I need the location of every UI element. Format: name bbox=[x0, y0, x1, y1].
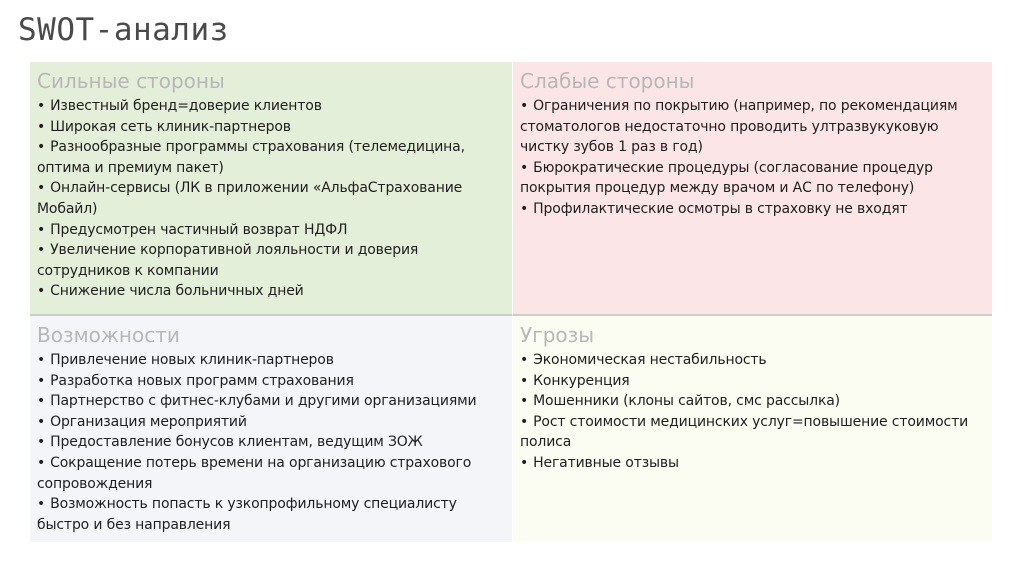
bullet-glyph: • bbox=[520, 352, 529, 368]
list-item-text: Рост стоимости медицинских услуг=повышение стоимости полиса bbox=[520, 413, 969, 451]
threats-list bbox=[520, 350, 984, 474]
list-item-text: Организация мероприятий bbox=[50, 413, 247, 430]
list-item bbox=[520, 371, 984, 392]
weaknesses-list bbox=[520, 96, 984, 220]
strengths-heading: Сильные стороны bbox=[37, 69, 225, 93]
list-item bbox=[37, 240, 504, 281]
list-item-text: Бюрократические процедуры (согласование процедур покрытия процедур между врачом и АС по телефону) bbox=[520, 159, 933, 197]
bullet-glyph: • bbox=[520, 200, 529, 217]
list-item bbox=[37, 494, 504, 535]
list-item bbox=[520, 96, 984, 158]
strengths-list bbox=[37, 96, 504, 302]
list-item bbox=[37, 178, 504, 219]
opportunities-heading: Возможности bbox=[37, 323, 180, 347]
list-item bbox=[37, 391, 504, 412]
bullet-glyph: • bbox=[37, 242, 46, 259]
bullet-glyph: • bbox=[37, 221, 46, 238]
list-item-text: Негативные отзывы bbox=[533, 454, 679, 471]
bullet-glyph: • bbox=[37, 496, 46, 513]
list-item-text: Мошенники (клоны сайтов, смс рассылка) bbox=[533, 393, 840, 410]
bullet-glyph: • bbox=[520, 159, 529, 176]
bullet-glyph: • bbox=[37, 413, 46, 430]
list-item-text: Известный бренд=доверие клиентов bbox=[50, 98, 322, 114]
bullet-glyph: • bbox=[37, 139, 46, 156]
list-item-text: Сокращение потерь времени на организацию страхового сопровождения bbox=[37, 454, 472, 492]
bullet-glyph: • bbox=[37, 118, 46, 135]
list-item-text: Снижение числа больничных дней bbox=[50, 283, 304, 300]
list-item bbox=[37, 453, 504, 494]
bullet-glyph: • bbox=[520, 98, 529, 114]
list-item-text: Предусмотрен частичный возврат НДФЛ bbox=[50, 221, 348, 238]
strengths-cell bbox=[30, 62, 512, 316]
list-item-text: Увеличение корпоративной лояльности и доверия сотрудников к компании bbox=[37, 242, 419, 279]
bullet-glyph: • bbox=[520, 413, 529, 430]
list-item bbox=[37, 412, 504, 433]
bullet-glyph: • bbox=[37, 434, 46, 451]
list-item bbox=[37, 432, 504, 453]
list-item-text: Профилактические осмотры в страховку не входят bbox=[533, 200, 908, 217]
list-item-text: Широкая сеть клиник-партнеров bbox=[50, 118, 291, 135]
list-item-text: Онлайн-сервисы (ЛК в приложении «АльфаСтрахование Мобайл) bbox=[37, 180, 463, 217]
threats-cell bbox=[512, 316, 992, 542]
page-title: SWOT-анализ bbox=[18, 12, 229, 48]
list-item-text: Конкуренция bbox=[533, 372, 630, 389]
weaknesses-cell bbox=[512, 62, 992, 316]
list-item bbox=[37, 137, 504, 178]
bullet-glyph: • bbox=[520, 393, 529, 410]
list-item-text: Ограничения по покрытию (например, по рекомендациям стоматологов недостаточно проводить ултразвукуковую чистку зубов 1 раз в год) bbox=[520, 98, 958, 156]
list-item bbox=[37, 117, 504, 138]
weaknesses-heading: Слабые стороны bbox=[520, 69, 695, 93]
bullet-glyph: • bbox=[37, 454, 46, 471]
bullet-glyph: • bbox=[520, 454, 529, 471]
list-item bbox=[520, 391, 984, 412]
list-item-text: Привлечение новых клиник-партнеров bbox=[50, 352, 334, 368]
list-item bbox=[37, 96, 504, 117]
list-item-text: Экономическая нестабильность bbox=[533, 352, 767, 368]
list-item-text: Разработка новых программ страхования bbox=[50, 372, 354, 389]
list-item bbox=[520, 199, 984, 220]
list-item-text: Возможность попасть к узкопрофильному специалисту быстро и без направления bbox=[37, 496, 457, 533]
list-item-text: Разнообразные программы страхования (телемедицина, оптима и премиум пакет) bbox=[37, 139, 465, 176]
list-item bbox=[520, 350, 984, 371]
list-item bbox=[520, 158, 984, 199]
bullet-glyph: • bbox=[37, 372, 46, 389]
opportunities-cell bbox=[30, 316, 512, 542]
opportunities-list bbox=[37, 350, 504, 535]
bullet-glyph: • bbox=[37, 283, 46, 300]
list-item bbox=[37, 371, 504, 392]
bullet-glyph: • bbox=[37, 352, 46, 368]
bullet-glyph: • bbox=[37, 393, 46, 410]
list-item bbox=[37, 220, 504, 241]
swot-table bbox=[30, 62, 992, 542]
list-item-text: Предоставление бонусов клиентам, ведущим ЗОЖ bbox=[50, 434, 423, 451]
list-item bbox=[37, 350, 504, 371]
bullet-glyph: • bbox=[520, 372, 529, 389]
list-item bbox=[37, 281, 504, 302]
threats-heading: Угрозы bbox=[520, 323, 595, 347]
list-item bbox=[520, 453, 984, 474]
bullet-glyph: • bbox=[37, 98, 46, 114]
bullet-glyph: • bbox=[37, 180, 46, 197]
list-item bbox=[520, 412, 984, 453]
list-item-text: Партнерство с фитнес-клубами и другими организациями bbox=[50, 393, 477, 410]
